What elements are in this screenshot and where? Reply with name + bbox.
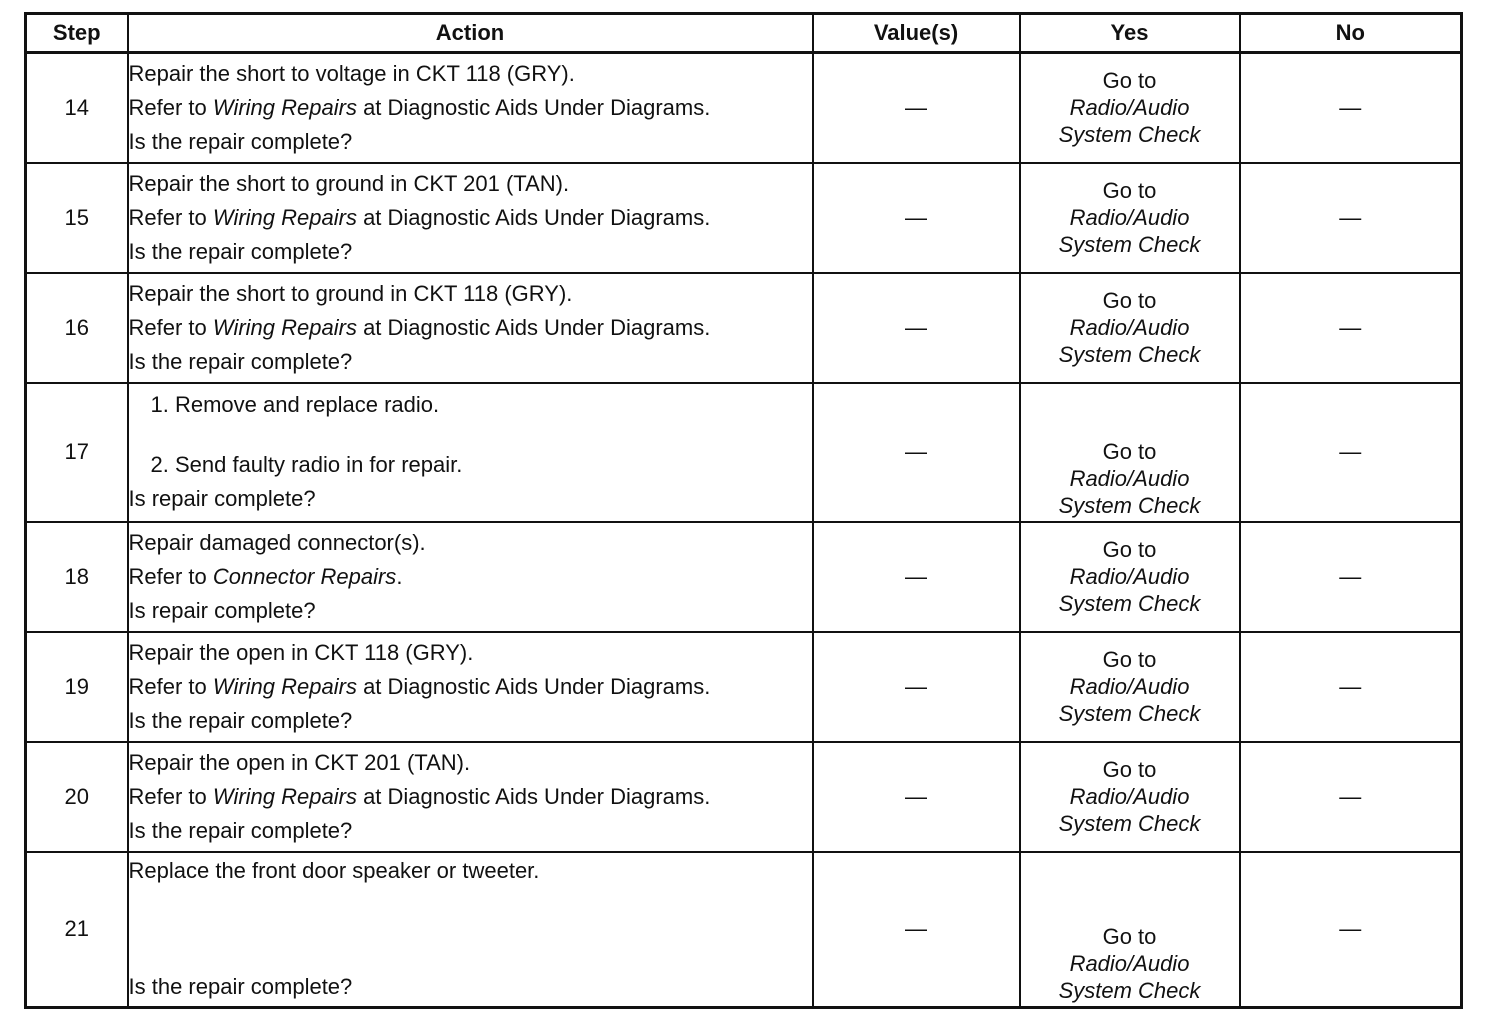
refer-line: Refer to Wiring Repairs at Diagnostic Aids Under Diagrams. [128,94,711,120]
action-line: Repair the short to ground in CKT 118 (GRY). [128,280,573,306]
wiring-repairs-link: Wiring Repairs [212,314,357,340]
value-cell: — [813,163,1020,273]
value-cell: — [813,383,1020,522]
header-step: Step [26,14,128,53]
step-number: 21 [26,852,128,1008]
refer-line: Refer to Connector Repairs. [128,563,403,589]
no-cell: — [1240,742,1462,852]
action-line: Repair the open in CKT 201 (TAN). [128,749,471,775]
action-cell [128,273,813,383]
action-line: Repair the short to voltage in CKT 118 (GRY). [128,60,575,86]
header-no: No [1240,14,1462,53]
action-cell [128,632,813,742]
refer-line: Refer to Wiring Repairs at Diagnostic Aids Under Diagrams. [128,783,711,809]
question-line: Is the repair complete? [128,348,353,374]
step-number: 16 [26,273,128,383]
refer-line: Refer to Wiring Repairs at Diagnostic Aids Under Diagrams. [128,673,711,699]
action-cell [128,53,813,163]
action-cell [128,742,813,852]
table-row [26,742,1462,852]
action-cell [128,383,813,522]
step-number: 15 [26,163,128,273]
question-line: Is the repair complete? [128,128,353,154]
table-row [26,53,1462,163]
table-row [26,383,1462,522]
step-number: 14 [26,53,128,163]
header-action: Action [128,14,813,53]
yes-cell: Go to Radio/Audio System Check [1020,53,1240,163]
step-number: 20 [26,742,128,852]
action-line: Repair the open in CKT 118 (GRY). [128,639,474,665]
refer-line: Refer to Wiring Repairs at Diagnostic Aids Under Diagrams. [128,314,711,340]
wiring-repairs-link: Wiring Repairs [212,204,357,230]
action-line: Replace the front door speaker or tweeter. [128,858,540,884]
question-line: Is the repair complete? [128,817,353,843]
yes-cell: Go to Radio/Audio System Check [1020,522,1240,632]
no-cell: — [1240,163,1462,273]
step-number: 18 [26,522,128,632]
header-yes: Yes [1020,14,1240,53]
yes-cell: Go to Radio/Audio System Check [1020,632,1240,742]
table-row [26,273,1462,383]
yes-cell: Go to Radio/Audio System Check [1020,742,1240,852]
diagnostic-table [24,12,1463,1009]
no-cell: — [1240,522,1462,632]
yes-cell: Go to Radio/Audio System Check [1020,273,1240,383]
action-cell [128,852,813,1008]
value-cell: — [813,53,1020,163]
value-cell: — [813,632,1020,742]
step-number: 17 [26,383,128,522]
question-line: Is the repair complete? [128,974,353,1000]
connector-repairs-link: Connector Repairs [212,563,397,589]
wiring-repairs-link: Wiring Repairs [212,94,357,120]
table-row [26,632,1462,742]
no-cell: — [1240,53,1462,163]
question-line: Is repair complete? [128,597,316,623]
no-cell: — [1240,273,1462,383]
refer-line: Refer to Wiring Repairs at Diagnostic Aids Under Diagrams. [128,204,711,230]
wiring-repairs-link: Wiring Repairs [212,783,357,809]
value-cell: — [813,742,1020,852]
no-cell: — [1240,632,1462,742]
table-row [26,852,1462,1008]
action-cell [128,522,813,632]
table-row [26,163,1462,273]
question-line: Is the repair complete? [128,238,353,264]
action-list-item: 1. Remove and replace radio. [150,392,440,417]
yes-cell: Go to Radio/Audio System Check [1020,852,1240,1008]
action-line: Repair the short to ground in CKT 201 (TAN). [128,170,570,196]
yes-cell: Go to Radio/Audio System Check [1020,383,1240,522]
wiring-repairs-link: Wiring Repairs [212,673,357,699]
value-cell: — [813,852,1020,1008]
action-list-item: 2. Send faulty radio in for repair. [150,452,463,477]
action-line: Repair damaged connector(s). [128,529,426,555]
value-cell: — [813,273,1020,383]
value-cell: — [813,522,1020,632]
table-row [26,522,1462,632]
no-cell: — [1240,383,1462,522]
table-header-row [26,14,1462,53]
step-number: 19 [26,632,128,742]
header-values: Value(s) [813,14,1020,53]
action-cell [128,163,813,273]
question-line: Is the repair complete? [128,707,353,733]
question-line: Is repair complete? [128,486,316,511]
yes-cell: Go to Radio/Audio System Check [1020,163,1240,273]
no-cell: — [1240,852,1462,1008]
